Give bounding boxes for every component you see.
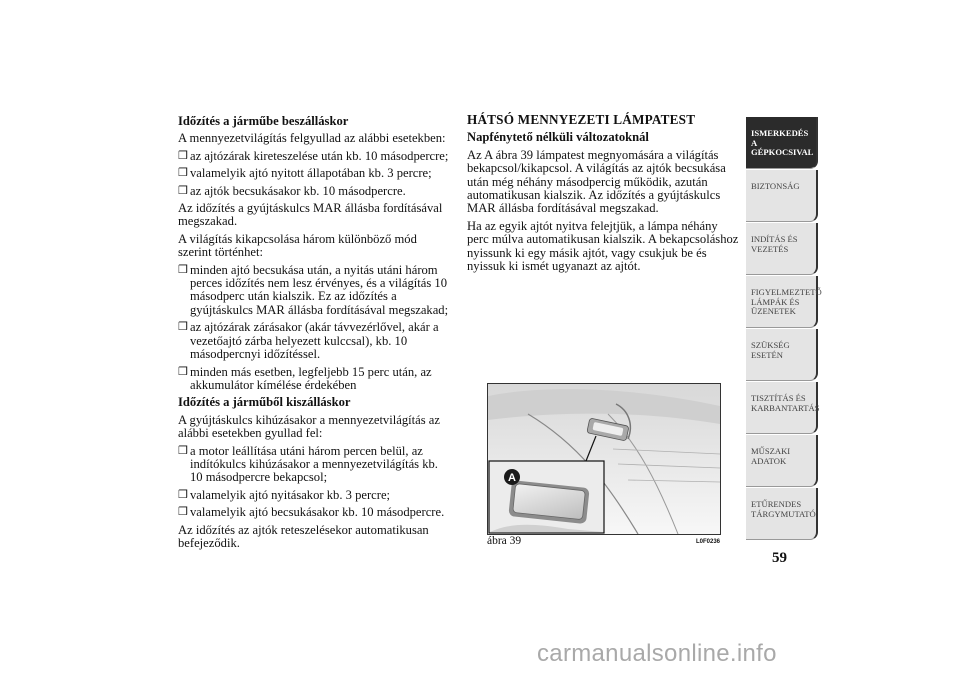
list-item: ❒ minden más esetben, legfeljebb 15 perc után, az akkumulátor kímélése érdekében bbox=[178, 364, 432, 392]
checkbox-bullet-icon: ❒ bbox=[178, 184, 188, 197]
paragraph: Az időzítés az ajtók reteszelésekor automatikusan befejeződik. bbox=[178, 522, 429, 550]
tab-starting-driving[interactable]: INDÍTÁS ÉS VEZETÉS bbox=[746, 223, 818, 275]
paragraph: Az A ábra 39 lámpatest megnyomására a világítás bekapcsol/kikapcsol. A világítás az ajtók becsukása után még néhány másodpercig működik, azután automatikusan kialszik. Az időzítés a gyújtáskulcs MAR állásba fordításával megszakad. bbox=[467, 147, 726, 216]
page-number: 59 bbox=[772, 550, 787, 566]
section-title: HÁTSÓ MENNYEZETI LÁMPATEST bbox=[467, 112, 696, 127]
paragraph: Az időzítés a gyújtáskulcs MAR állásba fordításával megszakad. bbox=[178, 201, 443, 229]
list-item: ❒ minden ajtó becsukása után, a nyitás utáni három perces időzítés nem lesz érvényes, és a világítás 10 másodperc után kialszik. Ez az időzítés a gyújtáskulcs MAR állásba fordításával megszakad; bbox=[178, 262, 449, 317]
bullet-list bbox=[178, 445, 453, 520]
tab-safety[interactable]: BIZTONSÁG bbox=[746, 170, 818, 222]
section-heading-exit: Időzítés a járműből kiszálláskor bbox=[178, 395, 351, 410]
callout-a-label: A bbox=[508, 472, 516, 484]
figure-caption: ábra 39 bbox=[487, 535, 522, 547]
checkbox-bullet-icon: ❒ bbox=[178, 167, 188, 180]
checkbox-bullet-icon: ❒ bbox=[178, 149, 188, 162]
checkbox-bullet-icon: ❒ bbox=[178, 506, 188, 519]
bullet-list bbox=[178, 150, 453, 198]
list-item: ❒ valamelyik ajtó becsukásakor kb. 10 másodpercre. bbox=[178, 505, 445, 520]
left-column bbox=[178, 113, 453, 554]
paragraph: A mennyezetvilágítás felgyullad az alábbi esetekben: bbox=[178, 131, 446, 146]
list-item: ❒ valamelyik ajtó nyitásakor kb. 3 percre; bbox=[178, 487, 391, 502]
tab-getting-to-know[interactable]: ISMERKEDÉS A GÉPKOCSIVAL bbox=[746, 117, 818, 169]
list-item: ❒ az ajtók becsukásakor kb. 10 másodpercre. bbox=[178, 183, 406, 198]
checkbox-bullet-icon: ❒ bbox=[178, 444, 188, 457]
checkbox-bullet-icon: ❒ bbox=[178, 488, 188, 501]
list-item: ❒ az ajtózárak kireteszelése után kb. 10 másodpercre; bbox=[178, 148, 449, 163]
checkbox-bullet-icon: ❒ bbox=[178, 263, 188, 276]
section-subtitle: Napfénytető nélküli változatoknál bbox=[467, 130, 649, 145]
tab-warning-lights[interactable]: FIGYELMEZTETŐ LÁMPÁK ÉS ÜZENETEK bbox=[746, 276, 818, 328]
tab-emergency[interactable]: SZÜKSÉG ESETÉN bbox=[746, 329, 818, 381]
bullet-list bbox=[178, 264, 453, 393]
rear-lamp-illustration bbox=[488, 384, 720, 534]
paragraph: A gyújtáskulcs kihúzásakor a mennyezetvilágítás az alábbi esetekben gyullad fel: bbox=[178, 412, 440, 441]
watermark: carmanualsonline.info bbox=[537, 640, 777, 667]
checkbox-bullet-icon: ❒ bbox=[178, 365, 188, 378]
tab-technical-data[interactable]: MŰSZAKI ADATOK bbox=[746, 435, 818, 487]
chapter-tabs bbox=[746, 117, 822, 541]
right-column bbox=[467, 113, 742, 277]
tab-index[interactable]: ETŰRENDES TÁRGYMUTATÓ bbox=[746, 488, 818, 540]
figure-rear-lamp bbox=[487, 383, 721, 535]
list-item: ❒ valamelyik ajtó nyitott állapotában kb. 3 percre; bbox=[178, 166, 432, 181]
section-heading-entry: Időzítés a járműbe beszálláskor bbox=[178, 114, 349, 128]
tab-maintenance[interactable]: TISZTÍTÁS ÉS KARBANTARTÁS bbox=[746, 382, 818, 434]
figure-code: L0F0236 bbox=[696, 539, 721, 545]
checkbox-bullet-icon: ❒ bbox=[178, 321, 188, 334]
list-item: ❒ a motor leállítása utáni három percen belül, az indítókulcs kihúzásakor a mennyezetvilágítás kb. 10 másodpercre bekapcsol; bbox=[178, 443, 438, 485]
list-item: ❒ az ajtózárak zárásakor (akár távvezérlővel, akár a vezetőajtó zárba helyezett kulccsal), kb. 10 másodpercnyi időzítéssel. bbox=[178, 320, 439, 362]
paragraph: A világítás kikapcsolása három különböző mód szerint történhet: bbox=[178, 231, 417, 260]
paragraph: Ha az egyik ajtót nyitva felejtjük, a lámpa néhány perc múlva automatikusan kialszik. A bekapcsoláshoz nyissunk ki egy másik ajtót, vagy csukjuk be és nyissuk ki ismét ugyanazt az ajtót. bbox=[467, 218, 739, 274]
